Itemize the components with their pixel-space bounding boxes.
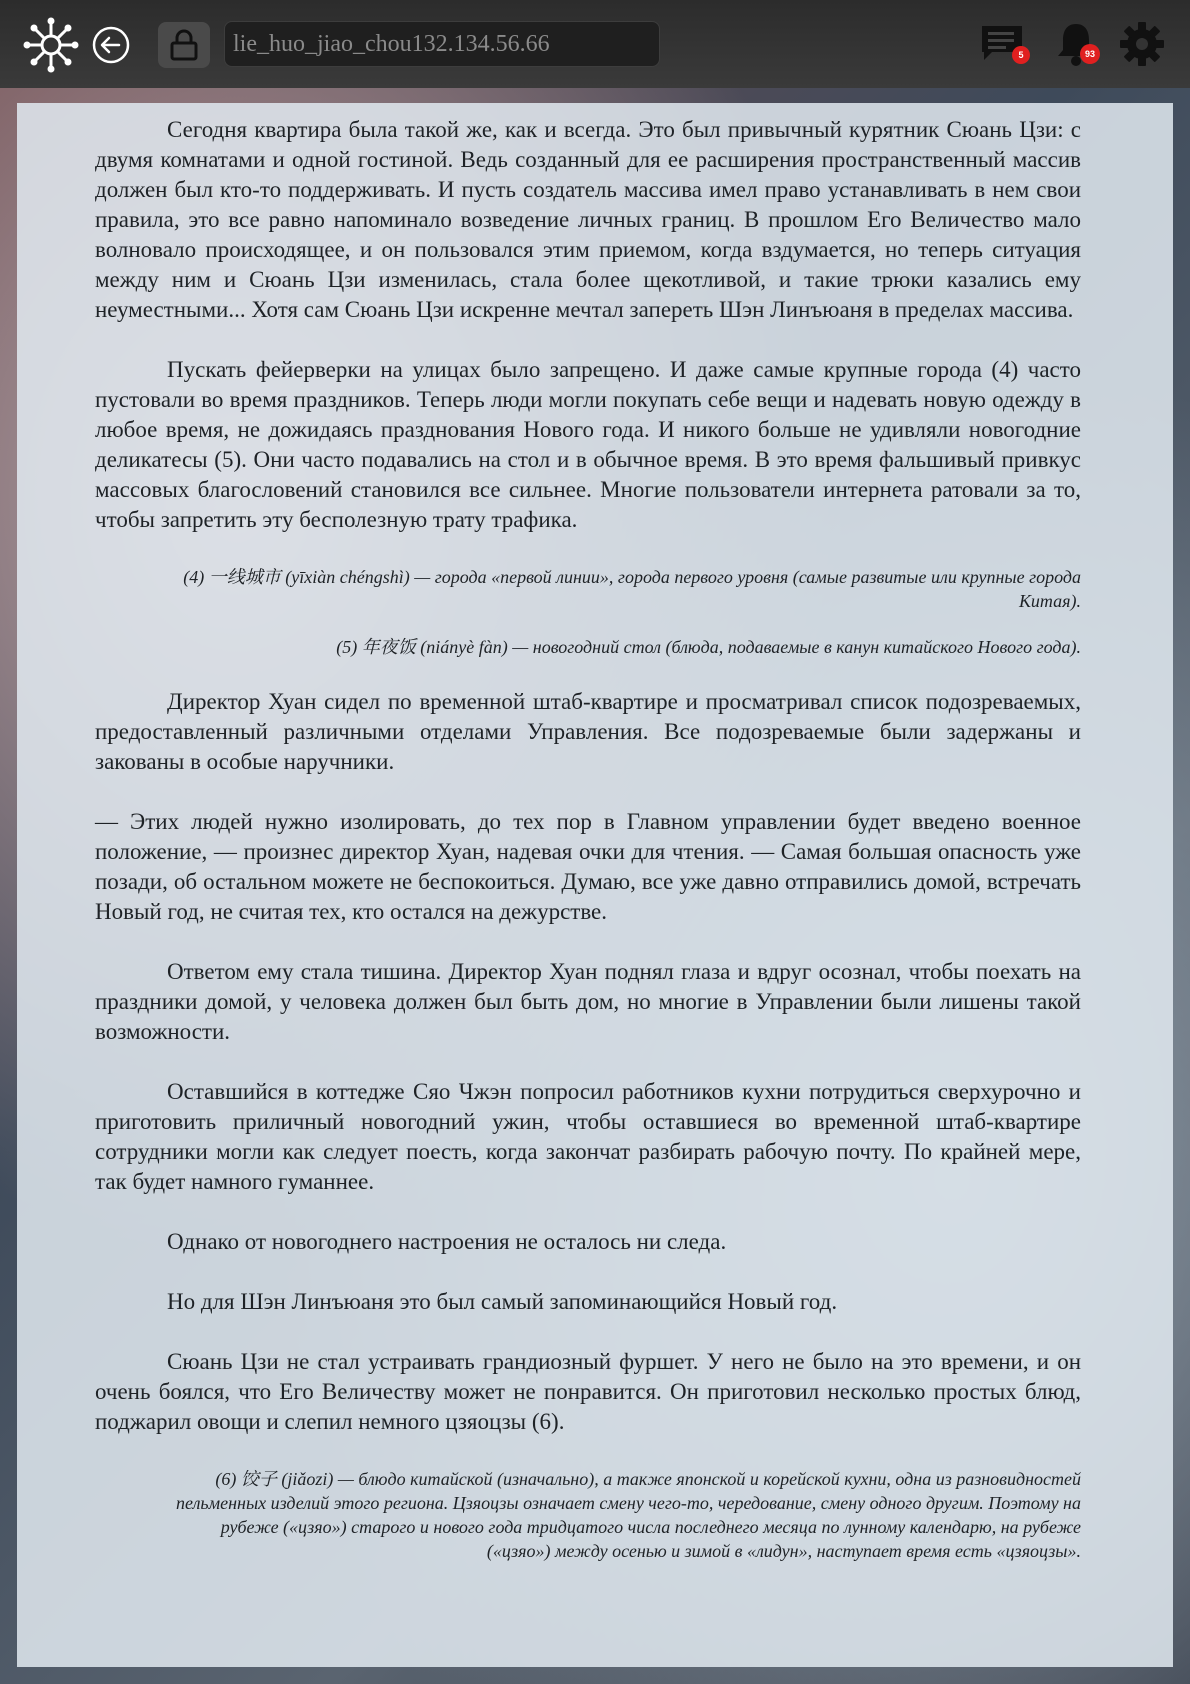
top-toolbar: [0, 0, 1190, 88]
settings-gear-icon[interactable]: [1118, 20, 1166, 68]
notifications-count-badge: 93: [1080, 44, 1100, 64]
paragraph: Ответом ему стала тишина. Директор Хуан поднял глаза и вдруг осознал, чтобы поехать на праздники домой, у человека должен был быть дом, но многие в Управлении были лишены такой возможности.: [95, 959, 1081, 1044]
paragraph: Оставшийся в коттедже Сяо Чжэн попросил работников кухни потрудиться сверхурочно и приготовить приличный новогодний ужин, чтобы оставшиеся во временной штаб-квартире сотрудники могли как следует поесть, когда закончат разбирать рабочую почту. По крайней мере, так будет намного гуманнее.: [95, 1079, 1081, 1194]
paragraph: Пускать фейерверки на улицах было запрещено. И даже самые крупные города (4) часто пустовали во время праздников. Теперь люди могли покупать себе вещи и надевать новую одежду в любое время, не дожидаясь празднования Нового года. И никого больше не удивляли новогодние деликатесы (5). Они часто подавались на стол и в обычное время. В это время фальшивый привкус массовых благословений становился все сильнее. Многие пользователи интернета ратовали за то, чтобы запретить эту бесполезную трату трафика.: [95, 357, 1081, 532]
paragraph: Сегодня квартира была такой же, как и всегда. Это был привычный курятник Сюань Цзи: с двумя комнатами и одной гостиной. Ведь созданный для ее расширения пространственный массив должен был кто-то поддерживать. И пусть создатель массива имел право устанавливать в нем свои правила, это все равно напоминало возведение личных границ. В прошлом Его Величество мало волновало происходящее, и он пользовался этим приемом, когда вздумается, но теперь ситуация между ним и Сюань Цзи изменилась, стала более щекотливой, и такие трюки казались ему неуместными... Хотя сам Сюань Цзи искренне мечтал запереть Шэн Линъюаня в пределах массива.: [95, 117, 1081, 322]
lock-icon[interactable]: [158, 22, 210, 68]
footnote-5: (5) 年夜饭 (niányè fàn) — новогодний стол (блюда, подаваемые в канун китайского Нового года).: [336, 637, 1081, 657]
paragraph: — Этих людей нужно изолировать, до тех пор в Главном управлении будет введено военное положение, — произнес директор Хуан, надевая очки для чтения. — Самая большая опасность уже позади, об остальном можете не беспокоиться. Думаю, все уже давно отправились домой, встречать Новый год, не считая тех, кто остался на дежурстве.: [95, 809, 1081, 924]
back-arrow-icon[interactable]: [92, 26, 130, 64]
paragraph: Но для Шэн Линъюаня это был самый запоминающийся Новый год.: [167, 1289, 838, 1314]
paragraph: Директор Хуан сидел по временной штаб-квартире и просматривал список подозреваемых, предоставленный различными отделами Управления. Все подозреваемые были задержаны и закованы в особые наручники.: [95, 689, 1081, 774]
paragraph: Сюань Цзи не стал устраивать грандиозный фуршет. У него не было на это времени, и он очень боялся, что Его Величеству может не понравится. Он приготовил несколько простых блюд, поджарил овощи и слепил немного цзяоцзы (6).: [95, 1349, 1081, 1434]
footnote-6: (6) 饺子 (jiǎozi) — блюдо китайской (изначально), а также японской и корейской кухни, одна из разновидностей пельменных изделий этого региона. Цзяоцзы означает смену чего-то, чередование, смену одного другим. Поэтому на рубеже («цзяо») старого и нового года тридцатого числа последнего месяца по лунному календарю, на рубеже («цзяо») между осенью и зимой в «лидун», наступает время есть «цзяоцзы».: [176, 1469, 1081, 1561]
network-logo-icon[interactable]: [22, 16, 80, 74]
address-input[interactable]: lie_huo_jiao_chou132.134.56.66: [224, 21, 660, 67]
reader-page: [17, 103, 1173, 1667]
messages-count-badge: 5: [1012, 46, 1030, 64]
footnote-4: (4) 一线城市 (yīxiàn chéngshì) — города «первой линии», города первого уровня (самые развитые или крупные города Китая).: [183, 567, 1081, 611]
paragraph: Однако от новогоднего настроения не осталось ни следа.: [167, 1229, 727, 1254]
